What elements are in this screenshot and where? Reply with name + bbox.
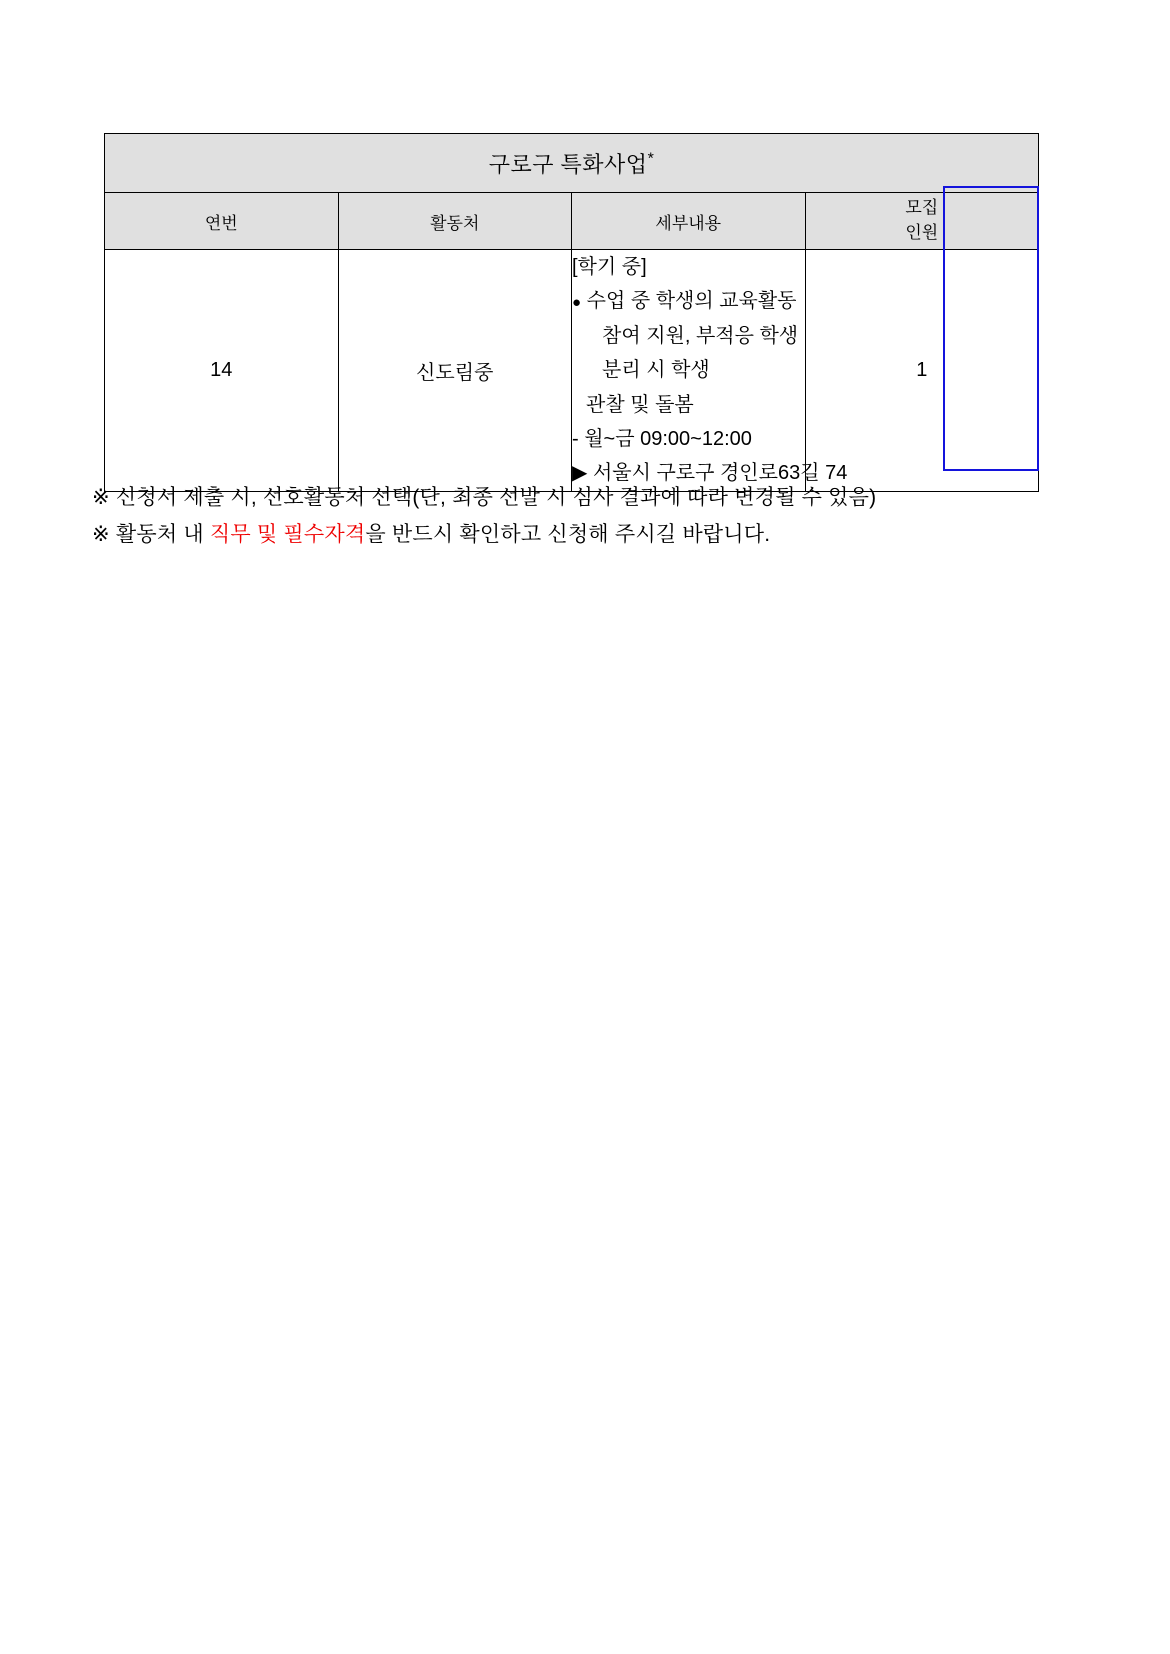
table-title-cell <box>105 134 1039 193</box>
header-count-line2: 인원 <box>905 223 939 242</box>
row-no: 14 <box>105 250 339 492</box>
arrow-right-icon: ▶ <box>572 462 588 485</box>
note-highlight-text: 직무 및 필수자격 <box>209 522 366 546</box>
note-text-after: 을 반드시 확인하고 신청해 주시길 바랍니다. <box>365 522 771 546</box>
row-count: 1 <box>805 250 1039 492</box>
table-header-row <box>105 193 1039 250</box>
bullet-icon: ● <box>572 294 582 312</box>
table-title-superscript: * <box>647 150 655 168</box>
note-marker-icon: ※ <box>92 486 110 509</box>
detail-schedule-text: 월~금 09:00~12:00 <box>584 427 752 450</box>
notes-section <box>92 480 1052 554</box>
header-count <box>805 193 1039 250</box>
note-text-before: 활동처 내 <box>115 522 210 546</box>
detail-duty-text-cont: 관찰 및 돌봄 <box>586 393 694 416</box>
dash-icon: - <box>572 427 579 450</box>
recruitment-table <box>104 133 1039 492</box>
row-place: 신도림중 <box>338 250 572 492</box>
detail-address-text: 서울시 구로구 경인로63길 74 <box>592 462 848 485</box>
table-title-text: 구로구 특화사업 <box>488 151 648 177</box>
header-count-line1: 모집 <box>905 198 939 218</box>
table-title-row <box>105 134 1039 193</box>
row-detail <box>572 250 848 492</box>
note-text: 신청서 제출 시, 선호활동처 선택(단, 최종 선발 시 심사 결과에 따라 변경될 수 있음) <box>115 486 877 509</box>
detail-duty-line <box>572 284 805 387</box>
note-item <box>92 517 1052 554</box>
header-no: 연번 <box>105 193 339 250</box>
detail-term-label: [학기 중] <box>572 256 647 278</box>
header-detail: 세부내용 <box>572 193 806 250</box>
note-marker-icon: ※ <box>92 522 110 546</box>
note-item <box>92 480 1052 517</box>
detail-schedule-line <box>572 422 805 456</box>
detail-duty-text: 수업 중 학생의 교육활동 참여 지원, 부적응 학생 분리 시 학생 <box>586 290 799 382</box>
table-row <box>105 250 1039 492</box>
header-place: 활동처 <box>338 193 572 250</box>
